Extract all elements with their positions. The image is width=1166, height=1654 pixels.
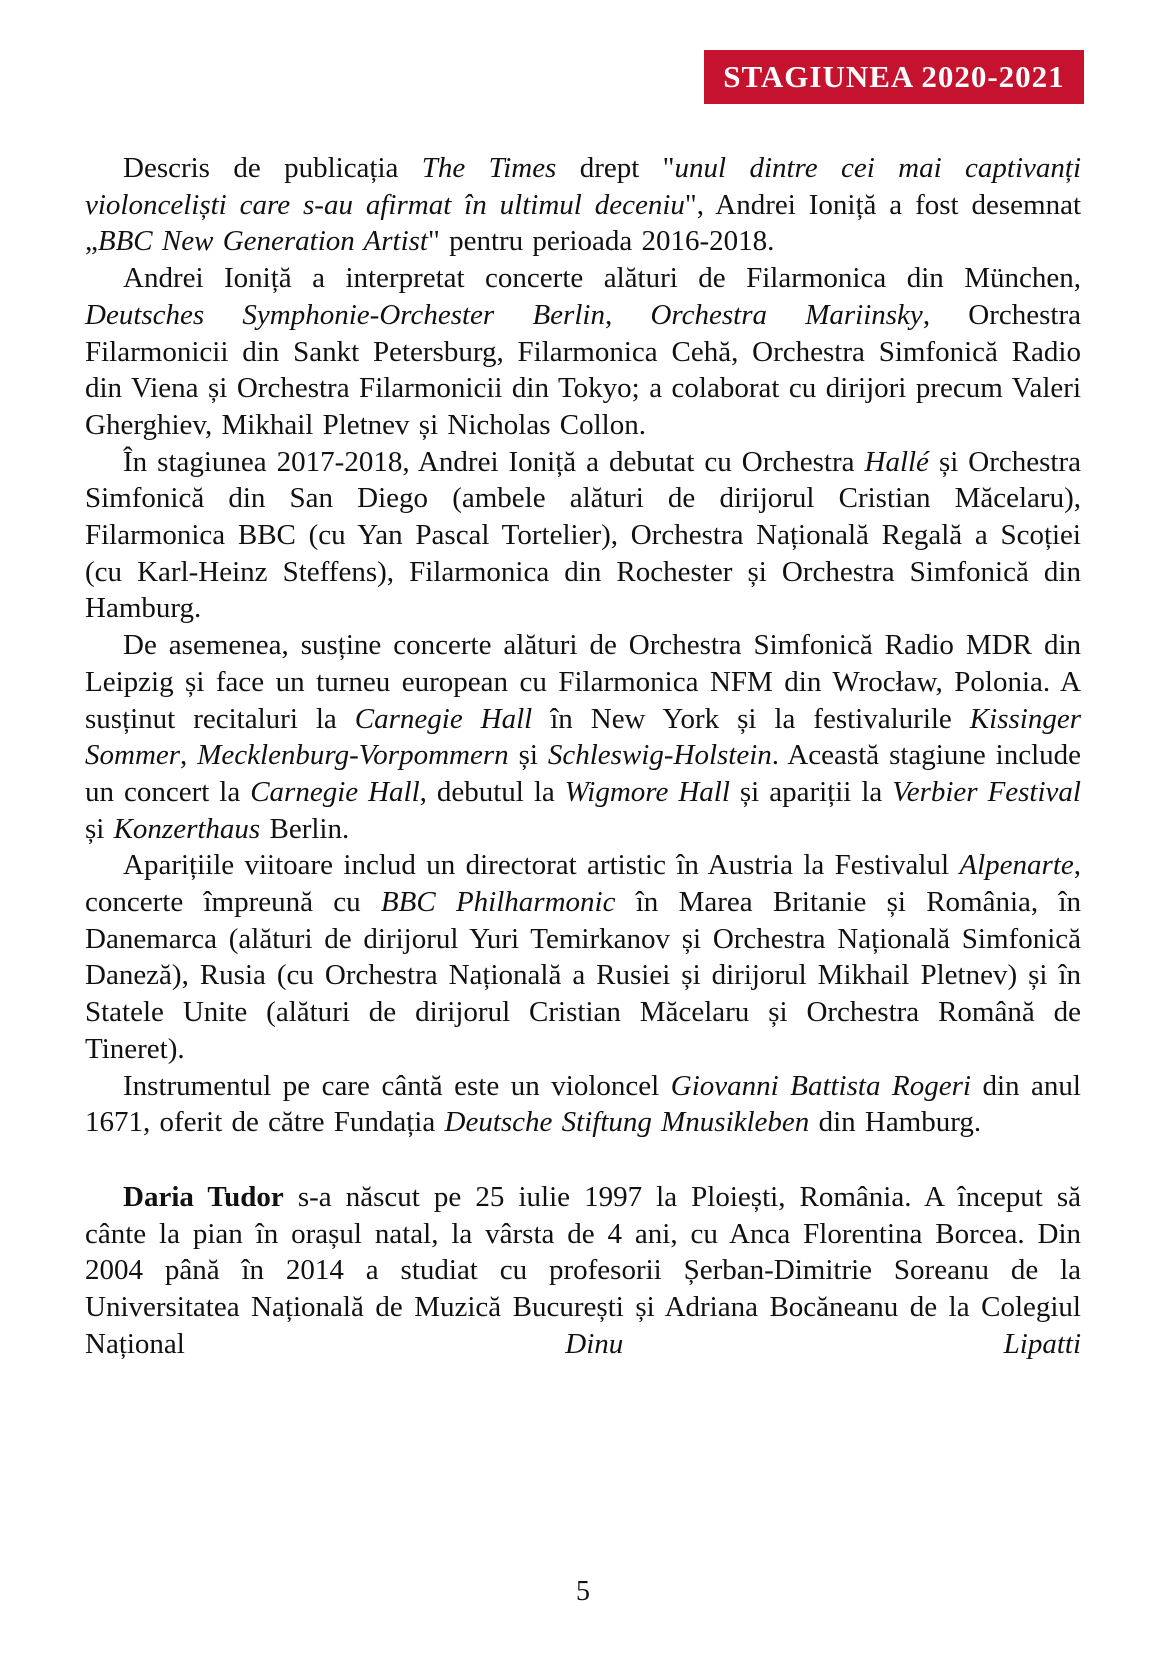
italic-text-run: Giovanni Battista Rogeri (670, 1069, 971, 1102)
text-run: în New York și la festivalurile (532, 702, 970, 735)
text-run: În stagiunea 2017-2018, Andrei Ioniță a debutat cu Orchestra (123, 445, 865, 478)
paragraph (85, 847, 1081, 1067)
italic-text-run: Hallé (864, 445, 929, 478)
body-paragraphs (85, 150, 1081, 1363)
italic-text-run: Schleswig-Holstein (547, 739, 772, 772)
paragraph (85, 260, 1081, 444)
paragraph (85, 1179, 1081, 1363)
bold-text-run: Daria Tudor (123, 1180, 284, 1213)
italic-text-run: Orchestra Mariinsky (650, 298, 923, 331)
text-run: din Hamburg. (809, 1106, 982, 1139)
text-run: " pentru perioada 2016-2018. (427, 225, 775, 258)
italic-text-run: Mecklenburg-Vorpommern (197, 739, 509, 772)
italic-text-run: Dinu Lipatti (565, 1327, 1081, 1360)
paragraph (85, 627, 1081, 847)
text-run: în Marea Britanie și România, în Danemarca (alături de dirijorul Yuri Temirkanov și Orchestra Națională Simfonică Daneză), Rusia (cu Orchestra Națională a Rusiei și dirijorul Mikhail Pletnev) și în Statele Unite (alături de dirijorul Cristian Măcelaru și Orchestra Română de Tineret). (85, 886, 1081, 1065)
text-run: și apariții la (729, 775, 893, 808)
text-run: Aparițiile viitoare includ un directorat artistic în Austria la Festivalul (123, 849, 960, 882)
italic-text-run: Kissinger Sommer (85, 702, 1081, 772)
paragraph (85, 1068, 1081, 1141)
page-number: 5 (576, 1576, 590, 1607)
text-run: Berlin. (260, 812, 350, 845)
text-run: , debutul la (419, 775, 565, 808)
italic-text-run: Deutsche Stiftung Mnusikleben (444, 1106, 810, 1139)
text-run: s-a născut pe 25 iulie 1997 la Ploiești, România. A început să cânte la pian în orașul natal, la vârsta de 4 ani, cu Anca Florentina Borcea. Din 2004 până în 2014 a studiat cu profesorii Șerban-Dimitrie Soreanu de la Universitatea Națională de Muzică București și Adriana Bocăneanu de la Colegiul Național (85, 1180, 1081, 1360)
italic-text-run: Wigmore Hall (564, 775, 730, 808)
text-run: din anul 1671, oferit de către Fundația (85, 1069, 1081, 1139)
italic-text-run: unul dintre cei mai captivanți violonceliști care s-au afirmat în ultimul deceniu (85, 152, 1082, 221)
text-run: De asemenea, susține concerte alături de Orchestra Simfonică Radio MDR din Leipzig și face un turneu european cu Filarmonica NFM din Wrocław, Polonia. A susținut recitaluri la (85, 629, 1081, 735)
text-run: Descris de publicația (123, 152, 422, 184)
italic-text-run: Konzerthaus (113, 812, 261, 845)
paragraph (85, 444, 1081, 628)
paragraph (85, 150, 1081, 260)
text-run: Instrumentul pe care cântă este un violoncel (123, 1069, 671, 1102)
text-run: și Orchestra Simfonică din San Diego (ambele alături de dirijorul Cristian Măcelaru), Filarmonica BBC (cu Yan Pascal Tortelier), Orchestra Națională Regală a Scoției (cu Karl-Heinz Steffens), Filarmonica din Rochester și Orchestra Simfonică din Hamburg. (85, 445, 1082, 625)
text-run: , (604, 298, 651, 331)
text-run: , (180, 739, 198, 772)
italic-text-run: Deutsches Symphonie-Orchester Berlin (85, 298, 605, 331)
text-run: . Această stagiune include un concert la (85, 739, 1082, 808)
text-run: ", Andrei Ioniță a fost desemnat „ (85, 188, 1081, 258)
italic-text-run: Carnegie Hall (354, 702, 533, 735)
season-banner-label: STAGIUNEA 2020-2021 (723, 59, 1065, 94)
text-run: și (85, 812, 114, 845)
italic-text-run: The Times (421, 152, 557, 184)
italic-text-run: Alpenarte (959, 849, 1074, 882)
italic-text-run: Verbier Festival (892, 775, 1081, 808)
italic-text-run: Carnegie Hall (250, 775, 420, 808)
text-run: drept " (556, 152, 675, 184)
italic-text-run: BBC Philharmonic (380, 886, 616, 919)
text-run: Andrei Ioniță a interpretat concerte alături de Filarmonica din München, (123, 262, 1081, 295)
season-banner (704, 50, 1084, 104)
text-run: , Orchestra Filarmonicii din Sankt Petersburg, Filarmonica Cehă, Orchestra Simfonică Radio din Viena și Orchestra Filarmonicii din Tokyo; a colaborat cu dirijori precum Valeri Gherghiev, Mikhail Pletnev și Nicholas Collon. (85, 298, 1082, 441)
italic-text-run: BBC New Generation Artist (97, 225, 428, 258)
text-run: și (508, 739, 548, 772)
text-run: , concerte împreună cu (85, 849, 1081, 919)
